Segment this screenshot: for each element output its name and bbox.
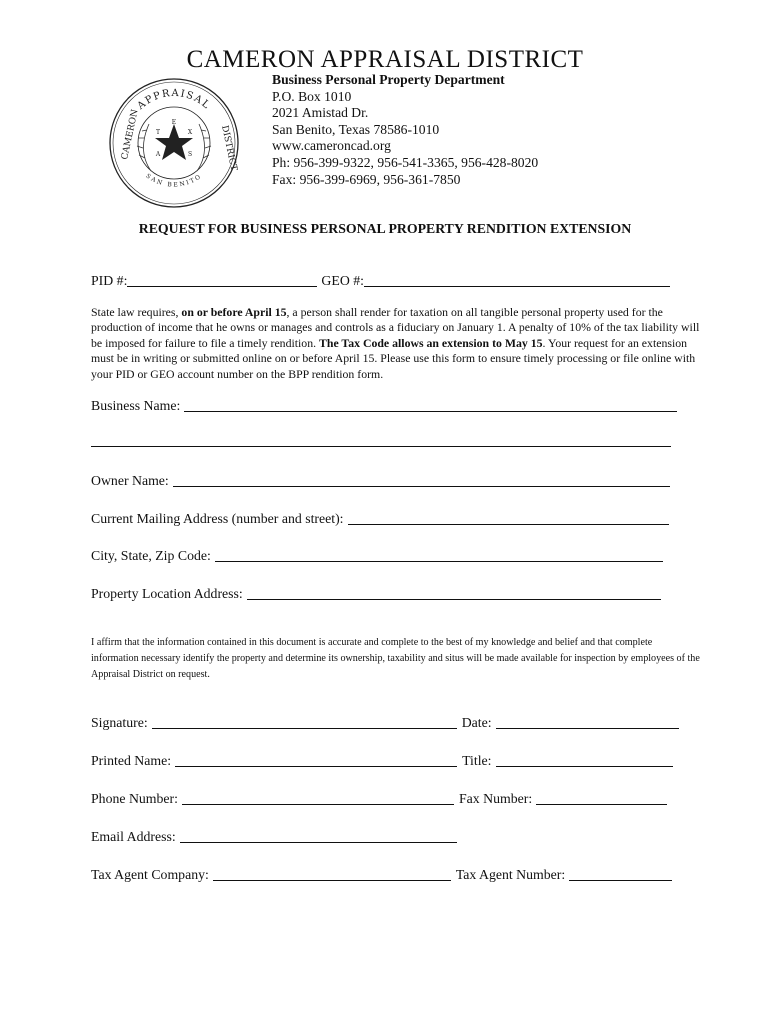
seal-letter: E: [171, 119, 177, 126]
signature-row: [91, 715, 679, 731]
geo-input-line[interactable]: [364, 285, 670, 287]
seal-letter: A: [155, 151, 161, 158]
mailing-address-row: [91, 511, 669, 527]
phone-input-line[interactable]: [182, 803, 454, 805]
owner-name-input-line[interactable]: [173, 485, 670, 487]
property-location-label: Property Location Address:: [91, 586, 243, 601]
id-row: [91, 273, 670, 289]
pid-label: PID #:: [91, 273, 128, 288]
signature-label: Signature:: [91, 715, 148, 730]
address-block: [272, 72, 538, 188]
phone-label: Phone Number:: [91, 791, 178, 806]
email-label: Email Address:: [91, 829, 176, 844]
pid-input-line[interactable]: [127, 285, 317, 287]
mailing-address-label: Current Mailing Address (number and street):: [91, 511, 344, 526]
property-location-row: [91, 586, 661, 602]
owner-name-row: [91, 473, 670, 489]
intro-deadline: on or before April 15: [181, 305, 287, 319]
seal-letter: T: [155, 129, 161, 136]
seal-right-text: DISTRICT: [219, 124, 239, 172]
tax-agent-company-label: Tax Agent Company:: [91, 867, 209, 882]
title-label: Title:: [462, 753, 492, 768]
affirmation-paragraph: I affirm that the information contained in this document is accurate and complete to the best of my knowledge and belief and that complete information necessary identify the property and determine its ownership, taxability and situs will be made available for inspection by employees of the Appraisal District on request.: [91, 637, 700, 680]
email-input-line[interactable]: [180, 841, 457, 843]
date-label: Date:: [461, 715, 492, 730]
city-state-zip-input-line[interactable]: [215, 560, 663, 562]
date-input-line[interactable]: [496, 727, 679, 729]
city-state-zip-row: [91, 548, 663, 564]
tax-agent-number-label: Tax Agent Number:: [455, 867, 566, 882]
intro-paragraph: [91, 305, 711, 382]
city-state-zip: San Benito, Texas 78586-1010: [272, 121, 440, 137]
business-name-label: Business Name:: [91, 398, 181, 413]
intro-text: State law requires,: [91, 305, 182, 319]
property-location-input-line[interactable]: [247, 598, 661, 600]
mailing-address-input-line[interactable]: [348, 523, 669, 525]
district-title: CAMERON APPRAISAL DISTRICT: [186, 46, 584, 73]
fax-input-line[interactable]: [536, 803, 667, 805]
fax-label: Fax Number:: [459, 791, 533, 806]
tax-agent-company-input-line[interactable]: [213, 879, 451, 881]
tax-agent-number-input-line[interactable]: [569, 879, 672, 881]
seal-bottom-text: SAN BENITO: [144, 172, 204, 189]
business-name-second-line[interactable]: [91, 446, 671, 447]
fax-numbers: Fax: 956-399-6969, 956-361-7850: [272, 171, 461, 187]
title-input-line[interactable]: [496, 765, 673, 767]
phone-numbers: Ph: 956-399-9322, 956-541-3365, 956-428-8020: [272, 154, 539, 170]
intro-text: , a person shall render for taxation on all tangible personal property used for the production of income that he owns or manages and controls as a fiduciary on January 1. A penalty of 10% of the tax liability will be imposed for failure to file a timely rendition.: [91, 305, 700, 350]
printed-name-label: Printed Name:: [91, 753, 172, 768]
street-address: 2021 Amistad Dr.: [272, 105, 369, 121]
seal-left-text: CAMERON: [120, 108, 141, 161]
owner-name-label: Owner Name:: [91, 473, 169, 488]
website: www.cameroncad.org: [272, 138, 391, 154]
intro-extension: The Tax Code allows an extension to May 15: [319, 335, 543, 350]
business-name-row: [91, 398, 677, 414]
signature-input-line[interactable]: [152, 727, 457, 729]
tax-agent-row: [91, 867, 672, 883]
seal-letter: X: [187, 129, 193, 136]
seal-letter: S: [187, 151, 193, 158]
printed-name-input-line[interactable]: [175, 765, 457, 767]
seal-arc-text: APPRAISAL: [135, 87, 213, 112]
business-name-input-line[interactable]: [184, 410, 677, 412]
form-title: REQUEST FOR BUSINESS PERSONAL PROPERTY RENDITION EXTENSION: [138, 221, 632, 236]
intro-text: . Your request for an extension must be in writing or submitted online on or before April 15. Please use this form to ensure timely processing or file online with your PID or GEO account number on the BPP rendition form.: [91, 335, 696, 381]
printed-name-row: [91, 753, 673, 769]
po-box: P.O. Box 1010: [272, 88, 352, 104]
city-state-zip-label: City, State, Zip Code:: [91, 548, 211, 563]
department-name: Business Personal Property Department: [272, 72, 505, 87]
geo-label: GEO #:: [321, 273, 364, 288]
district-seal: [107, 76, 241, 210]
phone-row: [91, 791, 667, 807]
email-row: [91, 829, 457, 845]
